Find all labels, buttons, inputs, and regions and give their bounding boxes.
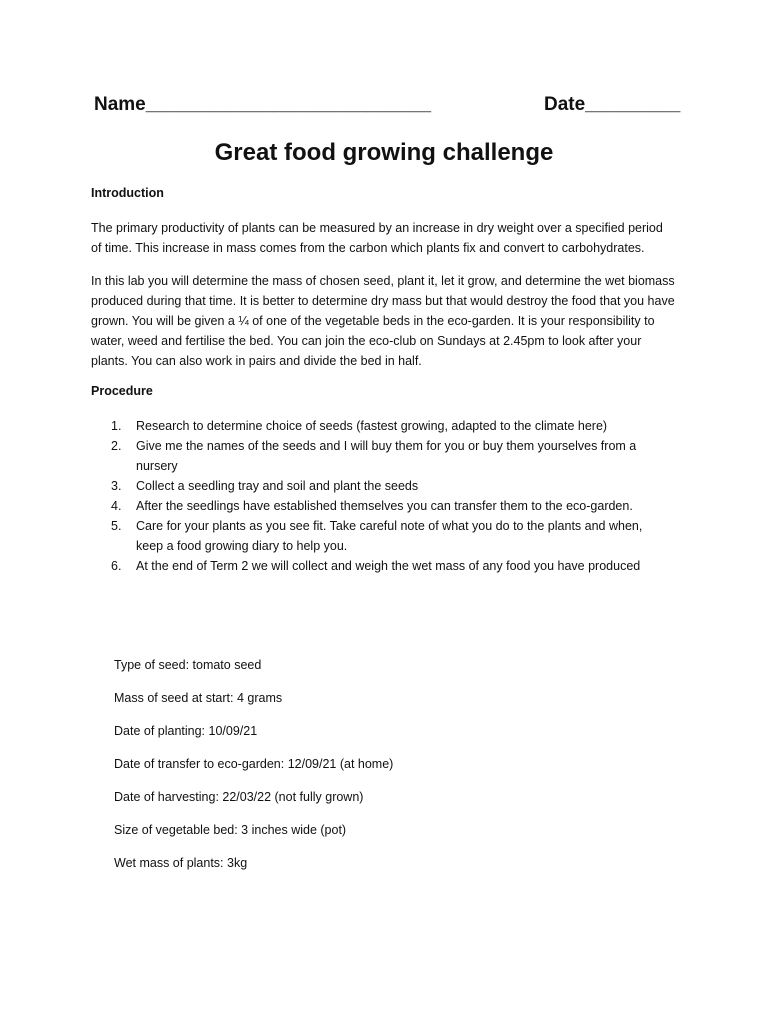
field-seed-mass: Mass of seed at start: 4 grams [114, 691, 283, 705]
procedure-step [91, 436, 671, 476]
results-fields [114, 655, 393, 886]
step-text: Collect a seedling tray and soil and plant the seeds [136, 479, 419, 493]
field-bed-size: Size of vegetable bed: 3 inches wide (pot) [114, 823, 347, 837]
procedure-step [91, 416, 671, 436]
step-number: 6. [111, 559, 122, 573]
field-planting-date: Date of planting: 10/09/21 [114, 724, 258, 738]
procedure-heading: Procedure [91, 384, 153, 398]
procedure-step [91, 556, 671, 576]
step-number: 5. [111, 519, 122, 533]
introduction-heading: Introduction [91, 186, 164, 200]
introduction-paragraph-1: The primary productivity of plants can be measured by an increase in dry weight over a specified period of time. This increase in mass comes from the carbon which plants fix and convert to carbohydrates. [91, 221, 663, 255]
step-number: 3. [111, 479, 122, 493]
procedure-step [91, 516, 671, 556]
date-line: Date_________ [544, 94, 681, 115]
step-number: 2. [111, 439, 122, 453]
procedure-list [91, 416, 671, 576]
procedure-step [91, 496, 671, 516]
field-transfer-date: Date of transfer to eco-garden: 12/09/21 (at home) [114, 757, 394, 771]
field-harvest-date: Date of harvesting: 22/03/22 (not fully grown) [114, 790, 364, 804]
introduction-paragraph-2: In this lab you will determine the mass of chosen seed, plant it, let it grow, and determine the wet biomass produced during that time. It is better to determine dry mass but that would destroy the food that you have grown. You will be given a ¼ of one of the vegetable beds in the eco-garden. It is your responsibility to water, weed and fertilise the bed. You can join the eco-club on Sundays at 2.45pm to look after your plants. You can also work in pairs and divide the bed in half. [91, 274, 675, 368]
step-text: Give me the names of the seeds and I will buy them for you or buy them yourselves from a nursery [136, 439, 637, 473]
field-seed-type: Type of seed: tomato seed [114, 658, 262, 672]
field-wet-mass: Wet mass of plants: 3kg [114, 856, 248, 870]
page-title: Great food growing challenge [214, 139, 554, 166]
step-text: Care for your plants as you see fit. Take careful note of what you do to the plants and when, keep a food growing diary to help you. [136, 519, 643, 553]
step-number: 1. [111, 419, 122, 433]
step-text: After the seedlings have established themselves you can transfer them to the eco-garden. [136, 499, 633, 513]
step-number: 4. [111, 499, 122, 513]
name-line: Name___________________________ [94, 94, 432, 115]
step-text: Research to determine choice of seeds (fastest growing, adapted to the climate here) [136, 419, 608, 433]
step-text: At the end of Term 2 we will collect and weigh the wet mass of any food you have produced [136, 559, 641, 573]
procedure-step [91, 476, 671, 496]
